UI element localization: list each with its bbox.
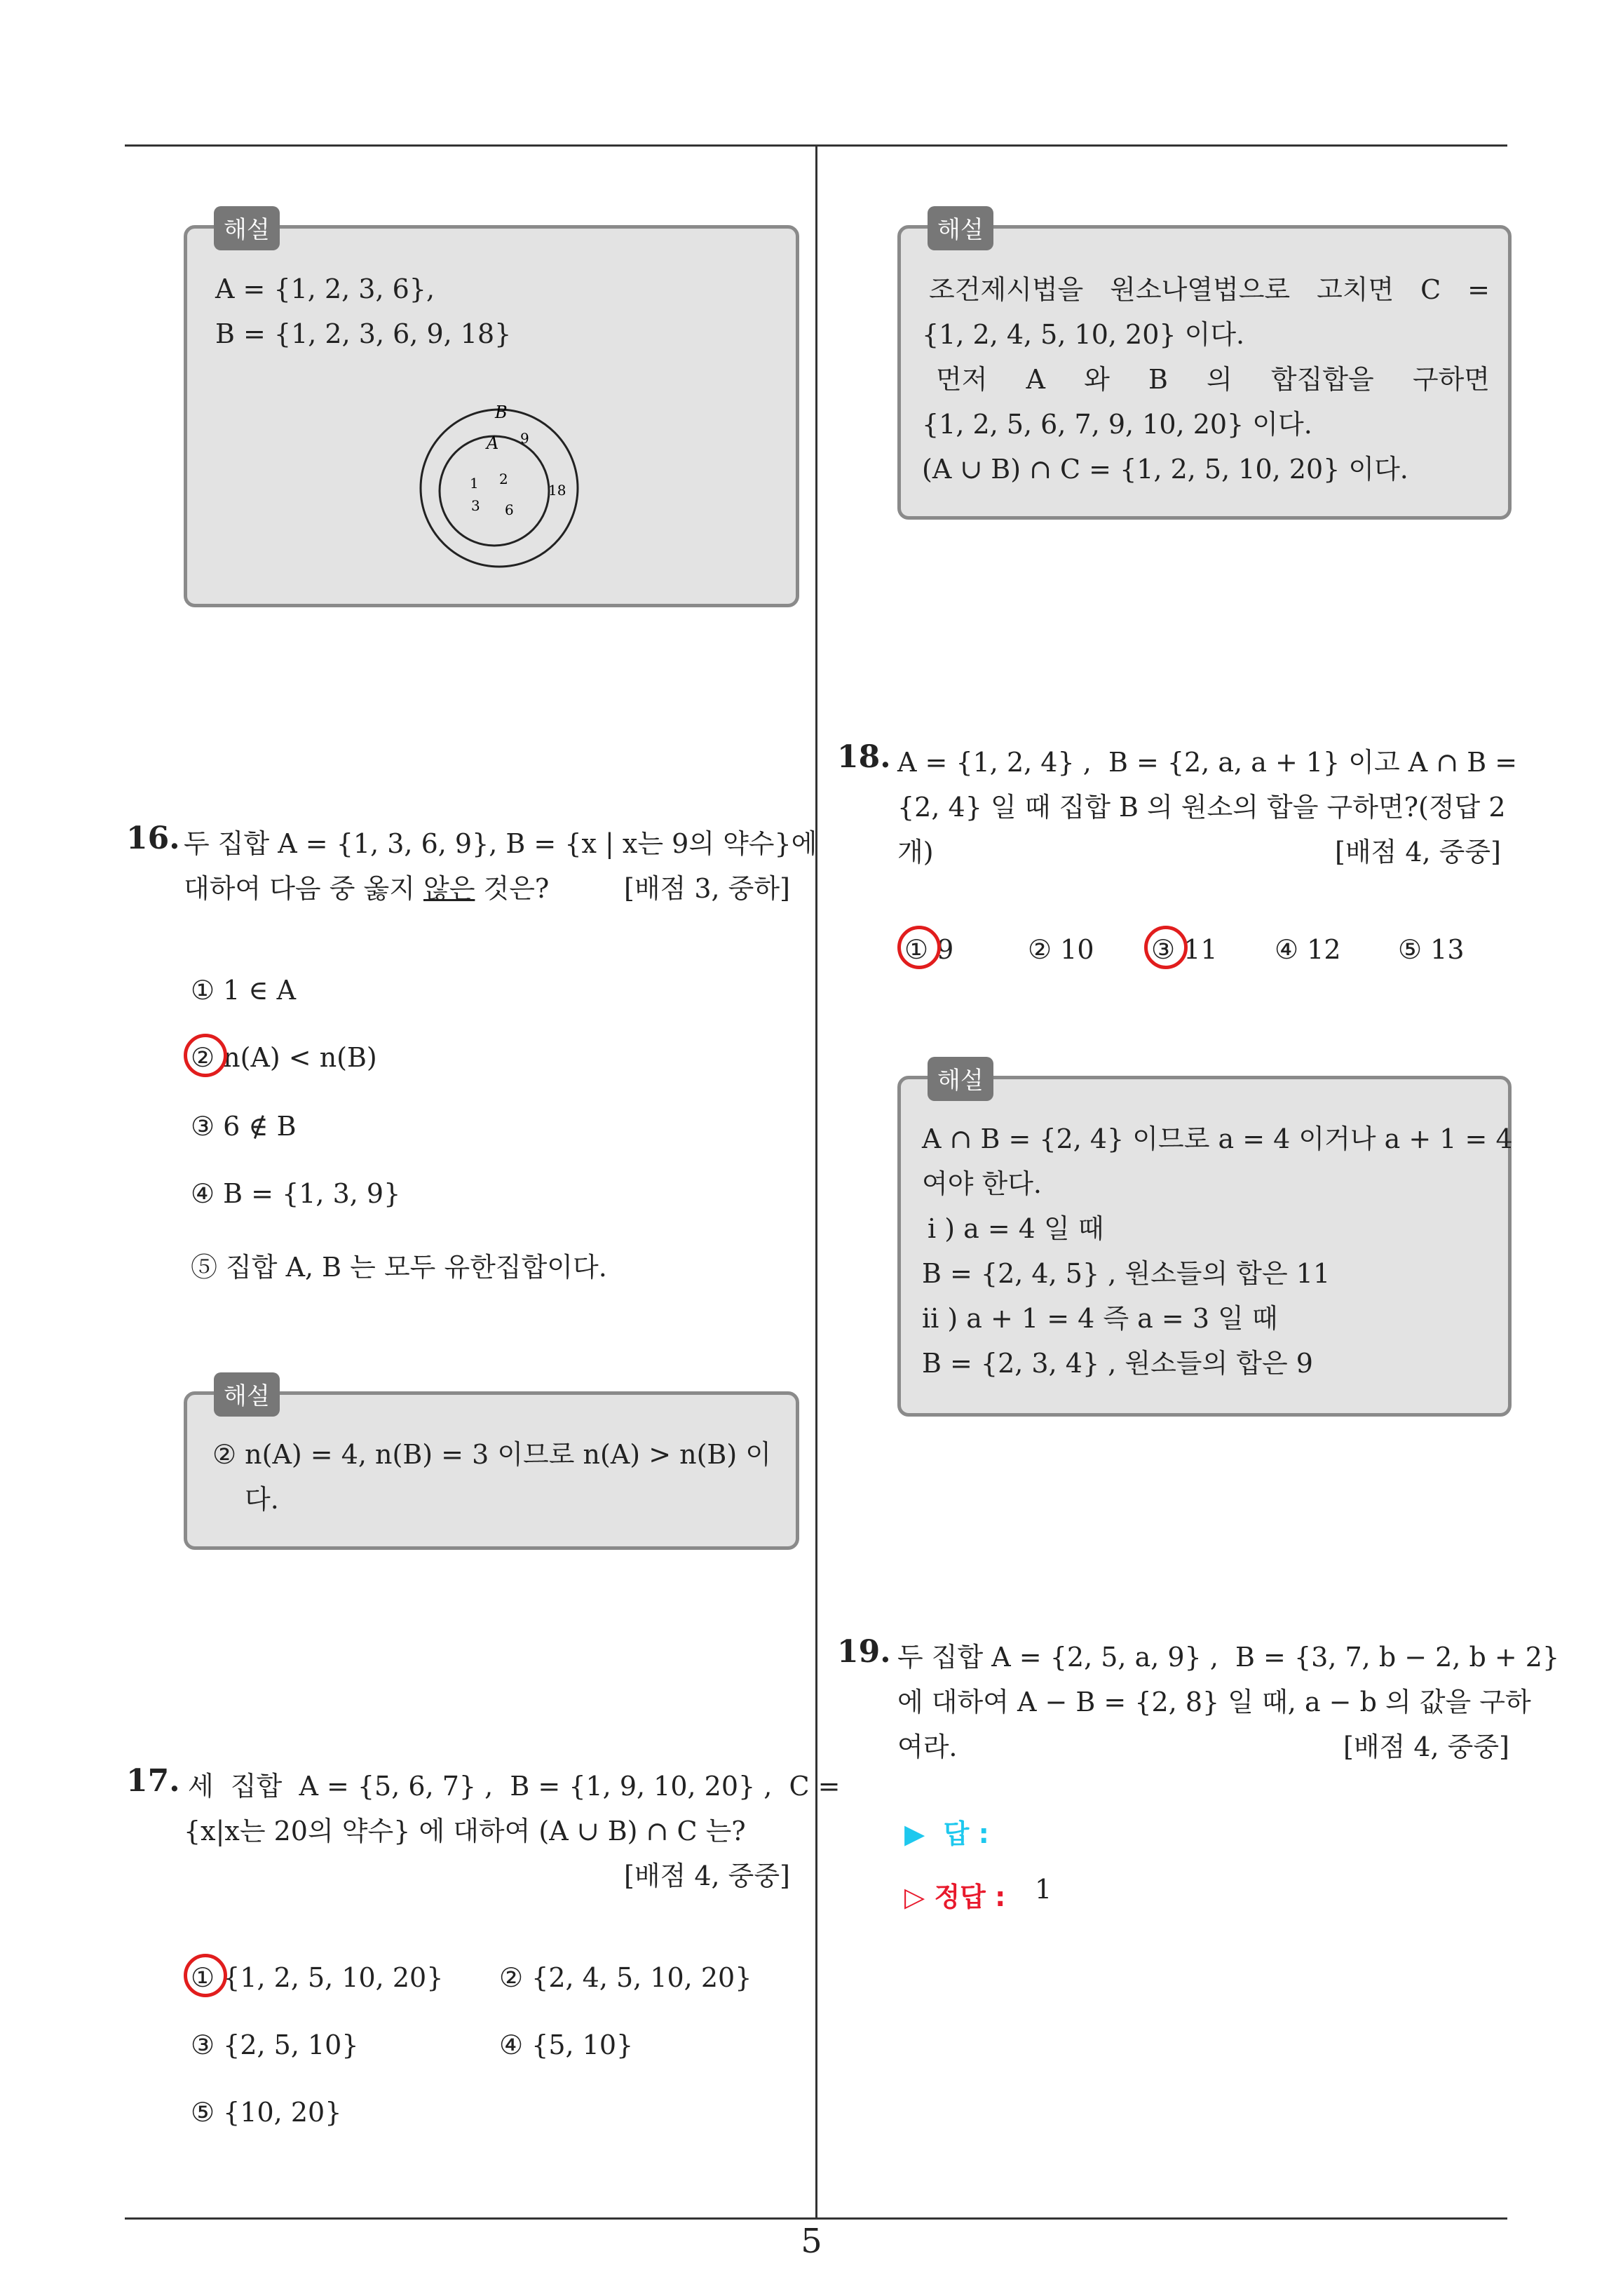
solution-line: (A ∪ B) ∩ C = {1, 2, 5, 10, 20} 이다. [922, 454, 1408, 485]
q17-solution-box [897, 216, 1512, 520]
correct-answer-value: 1 [1035, 1874, 1052, 1905]
points-label: [배점 4, 중중] [1343, 1731, 1509, 1762]
venn-element: 6 [505, 501, 514, 518]
question-number: 17. [126, 1763, 180, 1799]
option[interactable]: ④ B = {1, 3, 9} [191, 1178, 401, 1209]
question-text: 두 집합 A = {1, 3, 6, 9}, B = {x | x는 9의 약수}에 [184, 828, 817, 859]
answer-label: ▶ 답 : [904, 1818, 989, 1849]
venn-element: 1 [470, 475, 479, 492]
question-number: 19. [837, 1634, 891, 1670]
venn-element: 2 [499, 471, 508, 487]
option[interactable]: ③ {2, 5, 10} [191, 2030, 359, 2060]
bottom-rule [125, 2217, 1507, 2220]
venn-element: 18 [548, 482, 566, 499]
venn-inner-label: A [487, 433, 499, 453]
page-number: 5 [801, 2222, 822, 2261]
selected-answer-mark [897, 926, 941, 969]
solution-line: A = {1, 2, 3, 6}, [215, 274, 435, 304]
venn-element: 3 [471, 497, 480, 514]
option[interactable]: ① {1, 2, 5, 10, 20} [191, 1962, 444, 1993]
question-text: 여라. [897, 1731, 958, 1762]
option[interactable]: ② n(A) < n(B) [191, 1042, 377, 1073]
solution-line: B = {2, 4, 5} , 원소들의 합은 11 [922, 1258, 1331, 1289]
option[interactable]: ⑤ 집합 A, B 는 모두 유한집합이다. [191, 1252, 607, 1283]
solution-line: ii ) a + 1 = 4 즉 a = 3 일 때 [922, 1303, 1278, 1334]
solution-line: {1, 2, 4, 5, 10, 20} 이다. [922, 319, 1245, 350]
question-text: 에 대하여 A − B = {2, 8} 일 때, a − b 의 값을 구하 [897, 1687, 1531, 1717]
question-text: 두 집합 A = {2, 5, a, 9} , B = {3, 7, b − 2, b + 2} [897, 1642, 1560, 1673]
selected-answer-mark [1144, 926, 1188, 969]
question-text: 세 집합 A = {5, 6, 7} , B = {1, 9, 10, 20} , C = [188, 1771, 841, 1802]
points-label: [배점 3, 중하] [624, 873, 790, 904]
solution-line: ② n(A) = 4, n(B) = 3 이므로 n(A) > n(B) 이 [212, 1439, 771, 1470]
solution-line: 먼저 A 와 B 의 합집합을 구하면 [936, 364, 1490, 395]
solution-tag: 해설 [928, 1057, 993, 1101]
option[interactable]: ④ {5, 10} [499, 2030, 634, 2060]
column-divider [815, 144, 817, 2219]
points-label: [배점 4, 중중] [624, 1861, 790, 1891]
option[interactable]: ③ 6 ∉ B [191, 1111, 297, 1142]
selected-answer-mark [184, 1954, 227, 1997]
solution-line: 다. [245, 1484, 279, 1515]
q16-solution-box [184, 1382, 799, 1550]
venn-outer-label: B [495, 403, 508, 422]
solution-line: 여야 한다. [922, 1168, 1042, 1199]
option[interactable]: ⑤ {10, 20} [191, 2097, 342, 2128]
question-text: 대하여 다음 중 옳지 않은 것은? [184, 873, 550, 904]
question-number: 16. [126, 821, 180, 856]
solution-tag: 해설 [214, 206, 280, 250]
option[interactable]: ③ 11 [1151, 934, 1218, 965]
option[interactable]: ① 9 [904, 934, 954, 965]
solution-line: B = {2, 3, 4} , 원소들의 합은 9 [922, 1348, 1313, 1379]
option[interactable]: ④ 12 [1275, 934, 1341, 965]
option[interactable]: ⑤ 13 [1398, 934, 1465, 965]
venn-diagram [408, 397, 590, 579]
option[interactable]: ② {2, 4, 5, 10, 20} [499, 1962, 752, 1993]
solution-line: i ) a = 4 일 때 [928, 1213, 1104, 1244]
selected-answer-mark [184, 1034, 227, 1077]
q18-solution-box [897, 1067, 1513, 1417]
solution-line: A ∩ B = {2, 4} 이므로 a = 4 이거나 a + 1 = 4 [922, 1123, 1513, 1154]
solution-tag: 해설 [928, 206, 993, 250]
solution-line: B = {1, 2, 3, 6, 9, 18} [215, 318, 512, 349]
question-text: {x|x는 20의 약수} 에 대하여 (A ∪ B) ∩ C 는? [184, 1816, 746, 1846]
venn-element: 9 [520, 430, 529, 447]
points-label: [배점 4, 중중] [1335, 837, 1501, 867]
solution-tag: 해설 [214, 1372, 280, 1417]
question-text: {2, 4} 일 때 집합 B 의 원소의 합을 구하면?(정답 2 [897, 792, 1506, 823]
question-number: 18. [837, 739, 891, 775]
q15-solution-box [184, 216, 799, 607]
underlined-word: 않은 [423, 873, 475, 904]
solution-line: {1, 2, 5, 6, 7, 9, 10, 20} 이다. [922, 409, 1312, 440]
answer-input[interactable] [1024, 1809, 1444, 1846]
option[interactable]: ① 1 ∈ A [191, 975, 297, 1006]
question-text: 개) [897, 837, 934, 867]
question-text: A = {1, 2, 4} , B = {2, a, a + 1} 이고 A ∩ B = [897, 747, 1518, 778]
solution-line: 조건제시법을 원소나열법으로 고치면 C = [929, 274, 1490, 305]
correct-answer-label: ▷ 정답 : [904, 1882, 1006, 1912]
option[interactable]: ② 10 [1028, 934, 1094, 965]
